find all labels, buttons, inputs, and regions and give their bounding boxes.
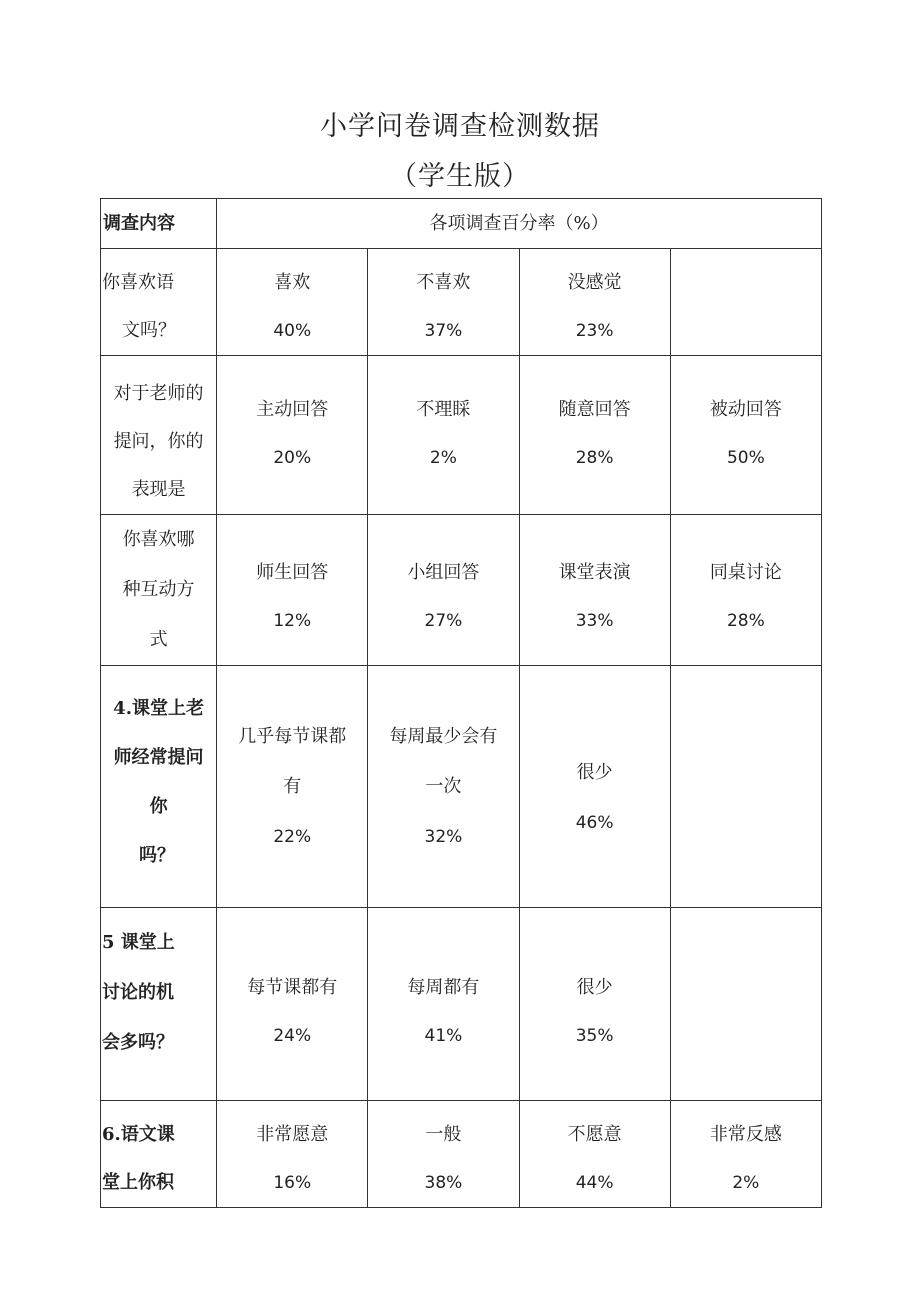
question-cell <box>101 666 217 908</box>
header-question: 调查内容 <box>101 199 217 249</box>
question-text: 堂上你积 <box>102 1172 174 1193</box>
option-percent: 2% <box>429 448 457 468</box>
option-percent: 20% <box>273 448 312 468</box>
question-cell <box>101 908 217 1101</box>
table-row <box>101 908 822 1101</box>
option-label: 一般 <box>425 1124 462 1145</box>
option-label: 非常反感 <box>709 1124 782 1145</box>
option-label: 每节课都有 <box>247 977 338 998</box>
option-percent: 38% <box>424 1173 463 1193</box>
table-row <box>101 249 822 356</box>
option-percent: 40% <box>273 321 312 341</box>
table-row <box>101 1101 822 1208</box>
option-label: 小组回答 <box>407 562 480 583</box>
option-label: 非常愿意 <box>256 1124 329 1145</box>
option-label: 没感觉 <box>567 272 622 293</box>
option-label: 师生回答 <box>256 562 329 583</box>
option-cell <box>217 666 368 908</box>
option-cell <box>519 1101 670 1208</box>
option-label: 很少 <box>576 977 613 998</box>
option-percent: 2% <box>732 1173 760 1193</box>
table-row <box>101 515 822 666</box>
table-row <box>101 356 822 515</box>
question-text: 文吗？ <box>122 320 176 341</box>
option-percent: 50% <box>726 448 765 468</box>
option-cell <box>670 515 821 666</box>
option-percent: 33% <box>575 611 614 631</box>
option-percent: 37% <box>424 321 463 341</box>
question-text: 表现是 <box>131 479 186 500</box>
table-row <box>101 666 822 908</box>
option-percent: 16% <box>273 1173 312 1193</box>
option-cell <box>670 908 821 1101</box>
question-cell <box>101 356 217 515</box>
option-label: 一次 <box>425 776 462 797</box>
table-header-row <box>101 199 822 249</box>
option-percent: 46% <box>575 813 614 833</box>
option-label: 几乎每节课都 <box>238 726 347 747</box>
page-title: 小学问卷调查检测数据 <box>320 111 600 142</box>
question-text: 5 课堂上 <box>102 932 175 953</box>
header-percent: 各项调查百分率（%） <box>217 199 822 249</box>
option-percent: 28% <box>726 611 765 631</box>
option-cell <box>368 249 519 356</box>
option-percent: 12% <box>273 611 312 631</box>
option-label: 同桌讨论 <box>709 562 782 583</box>
option-cell <box>368 515 519 666</box>
option-cell <box>217 249 368 356</box>
question-text: 对于老师的 <box>113 383 204 404</box>
page-subtitle: （学生版） <box>390 161 530 192</box>
option-cell <box>519 908 670 1101</box>
option-cell <box>368 356 519 515</box>
question-cell <box>101 249 217 356</box>
option-cell <box>670 249 821 356</box>
option-cell <box>217 515 368 666</box>
option-label: 喜欢 <box>274 272 311 293</box>
survey-table <box>100 198 822 1208</box>
option-cell <box>519 249 670 356</box>
option-cell <box>670 1101 821 1208</box>
option-label: 每周最少会有 <box>389 726 498 747</box>
option-percent: 35% <box>575 1026 614 1046</box>
option-cell <box>670 356 821 515</box>
option-label: 每周都有 <box>407 977 480 998</box>
option-cell <box>519 356 670 515</box>
question-text: 你喜欢语 <box>102 272 174 293</box>
option-cell <box>217 1101 368 1208</box>
option-label: 被动回答 <box>709 399 782 420</box>
option-cell <box>519 666 670 908</box>
question-text: 你喜欢哪 <box>122 529 195 550</box>
option-label: 不愿意 <box>567 1124 622 1145</box>
option-percent: 23% <box>575 321 614 341</box>
question-text: 会多吗？ <box>102 1032 174 1053</box>
option-cell <box>670 666 821 908</box>
question-text: 种互动方 <box>122 579 195 600</box>
option-cell <box>368 908 519 1101</box>
option-label: 随意回答 <box>558 399 631 420</box>
question-text: 师经常提问 <box>113 747 204 768</box>
option-cell <box>519 515 670 666</box>
option-percent: 27% <box>424 611 463 631</box>
option-percent: 41% <box>424 1026 463 1046</box>
question-text: 讨论的机 <box>102 982 174 1003</box>
option-cell <box>217 908 368 1101</box>
option-percent: 44% <box>575 1173 614 1193</box>
option-label: 不喜欢 <box>416 272 471 293</box>
question-text: 吗？ <box>139 845 175 866</box>
question-cell <box>101 515 217 666</box>
question-text: 4.课堂上老 <box>113 698 204 719</box>
option-percent: 32% <box>424 827 463 847</box>
option-label: 很少 <box>576 762 613 783</box>
question-cell <box>101 1101 217 1208</box>
option-cell <box>368 1101 519 1208</box>
option-label: 有 <box>283 776 302 797</box>
question-text: 提问，你的 <box>113 431 204 452</box>
option-cell <box>217 356 368 515</box>
option-percent: 24% <box>273 1026 312 1046</box>
option-label: 主动回答 <box>256 399 329 420</box>
question-text: 你 <box>149 796 168 817</box>
option-label: 课堂表演 <box>558 562 631 583</box>
question-text: 6.语文课 <box>102 1124 175 1145</box>
option-percent: 28% <box>575 448 614 468</box>
option-label: 不理睬 <box>416 399 471 420</box>
option-cell <box>368 666 519 908</box>
option-percent: 22% <box>273 827 312 847</box>
question-text: 式 <box>149 629 168 650</box>
